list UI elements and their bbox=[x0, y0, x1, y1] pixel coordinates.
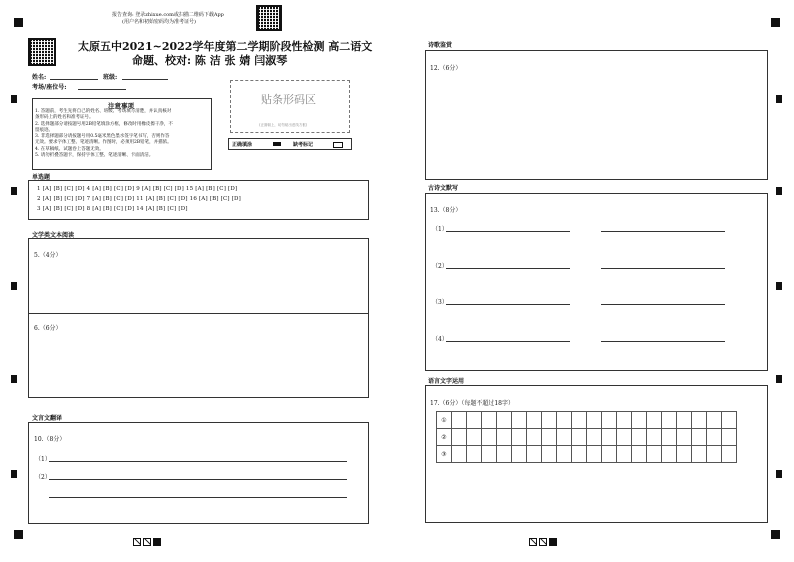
timing-mark bbox=[776, 95, 782, 103]
answer-line[interactable] bbox=[446, 341, 570, 342]
absent-mark-label: 缺考标记 bbox=[293, 142, 314, 148]
lit-section-title: 文学类文本阅读 bbox=[32, 232, 75, 239]
page-subtitle: 命题、校对: 陈 洁 张 婧 闫淑琴 bbox=[132, 54, 288, 67]
ancient-section-title: 古诗文默写 bbox=[428, 185, 459, 192]
q12-label: 12.（6分） bbox=[430, 65, 462, 72]
notice-box bbox=[32, 98, 212, 170]
mc-section-title: 单选题 bbox=[32, 174, 51, 181]
timing-mark bbox=[776, 470, 782, 478]
q13-item-label: （1） bbox=[432, 226, 448, 233]
q17-label: 17.（6分）（每题不超过18字） bbox=[430, 400, 514, 407]
slashed-box-icon bbox=[143, 538, 151, 546]
barcode-label: 贴条形码区 bbox=[261, 93, 316, 106]
row-number: ① bbox=[437, 412, 452, 429]
timing-mark bbox=[776, 282, 782, 290]
corner-mark bbox=[14, 530, 23, 539]
filled-box-icon bbox=[153, 538, 161, 546]
filled-box-icon bbox=[273, 142, 281, 146]
timing-mark bbox=[11, 375, 17, 383]
answer-line[interactable] bbox=[601, 268, 725, 269]
answer-line[interactable] bbox=[601, 341, 725, 342]
poetry-section-title: 诗歌鉴赏 bbox=[428, 42, 453, 49]
page-title: 太原五中2021~2022学年度第二学期阶段性检测 高二语文 bbox=[78, 40, 373, 53]
filled-box-icon bbox=[549, 538, 557, 546]
mc-box bbox=[28, 180, 369, 220]
timing-mark bbox=[11, 282, 17, 290]
q10-2-label: （2） bbox=[35, 474, 51, 481]
notice-text: 1. 答题前，考生先将自己的姓名、班级、考场填写清楚，并认真核对 条形码上的姓名和准考证号。 2. 选择题部分请按题号用2B铅笔填涂方框，修改时用橡皮擦干净，不 留痕迹。 3. 非选择题部分请按题号用0.5毫米黑色墨水签字笔书写，否则作答 无效。要求字体工整、笔迹清晰。作图时，必须用2B铅笔，并描浓。 4. 在草稿纸、试题卷上答题无效。 5. 请勿折叠答题卡，保持字体工整、笔迹清晰、卡面清洁。 bbox=[35, 109, 173, 159]
q10-1-label: （1） bbox=[35, 456, 51, 463]
slashed-box-icon bbox=[133, 538, 141, 546]
report-line1: 报告查询: 登录zhixue.com或扫描二维码下载App bbox=[112, 12, 224, 18]
answer-line[interactable] bbox=[49, 461, 347, 462]
mc-row[interactable]: 1 [A] [B] [C] [D] 4 [A] [B] [C] [D] 9 [A] [B] [C] [D] 15 [A] [B] [C] [D] bbox=[37, 186, 238, 192]
mc-row[interactable]: 2 [A] [B] [C] [D] 7 [A] [B] [C] [D] 11 [A] [B] [C] [D] 16 [A] [B] [C] [D] bbox=[37, 196, 242, 202]
row-number: ③ bbox=[437, 446, 452, 463]
notice-title: 注意事项 bbox=[108, 102, 134, 110]
timing-mark bbox=[11, 95, 17, 103]
bottom-marks bbox=[132, 531, 162, 550]
ancient-answer-box bbox=[425, 193, 768, 371]
q5-label: 5.（4分） bbox=[34, 252, 62, 259]
timing-mark bbox=[776, 375, 782, 383]
writing-grid[interactable] bbox=[436, 411, 737, 463]
answer-line[interactable] bbox=[446, 304, 570, 305]
answer-line[interactable] bbox=[601, 304, 725, 305]
row-number: ② bbox=[437, 429, 452, 446]
class-field[interactable] bbox=[122, 79, 168, 80]
timing-mark bbox=[11, 187, 17, 195]
classical-answer-box[interactable] bbox=[28, 422, 369, 524]
mc-row[interactable]: 3 [A] [B] [C] [D] 8 [A] [B] [C] [D] 14 [A] [B] [C] [D] bbox=[37, 206, 188, 212]
bottom-marks bbox=[528, 531, 558, 550]
corner-mark bbox=[771, 18, 780, 27]
answer-line[interactable] bbox=[446, 231, 570, 232]
name-field[interactable] bbox=[50, 79, 98, 80]
language-answer-box bbox=[425, 385, 768, 523]
q10-label: 10.（8分） bbox=[34, 436, 66, 443]
room-label: 考场/座位号: bbox=[32, 84, 67, 91]
room-field[interactable] bbox=[78, 89, 126, 90]
slashed-box-icon bbox=[539, 538, 547, 546]
q13-item-label: （3） bbox=[432, 299, 448, 306]
class-label: 班级: bbox=[103, 74, 118, 81]
answer-line[interactable] bbox=[601, 231, 725, 232]
q13-label: 13.（8分） bbox=[430, 207, 462, 214]
correct-fill-label: 正确填涂 bbox=[232, 142, 253, 148]
report-line2: (用户名和初始密码均为准考证号) bbox=[122, 19, 196, 25]
answer-line[interactable] bbox=[446, 268, 570, 269]
qr-code-icon bbox=[256, 5, 282, 31]
qr-code-icon bbox=[28, 38, 56, 66]
slashed-box-icon bbox=[529, 538, 537, 546]
fill-example bbox=[228, 138, 352, 150]
q6-label: 6.（6分） bbox=[34, 325, 62, 332]
answer-line[interactable] bbox=[49, 479, 347, 480]
barcode-area bbox=[230, 80, 350, 133]
empty-box-icon bbox=[333, 142, 343, 148]
timing-mark bbox=[11, 470, 17, 478]
barcode-note: (正面朝上，切勿贴出虚线方框) bbox=[259, 123, 308, 127]
language-section-title: 语言文字运用 bbox=[428, 378, 465, 385]
corner-mark bbox=[14, 18, 23, 27]
answer-line[interactable] bbox=[49, 497, 347, 498]
divider bbox=[29, 313, 368, 314]
q13-item-label: （4） bbox=[432, 336, 448, 343]
classical-section-title: 文言文翻译 bbox=[32, 415, 63, 422]
lit-answer-box[interactable] bbox=[28, 238, 369, 398]
timing-mark bbox=[776, 187, 782, 195]
poetry-answer-box[interactable] bbox=[425, 50, 768, 180]
q13-item-label: （2） bbox=[432, 263, 448, 270]
corner-mark bbox=[771, 530, 780, 539]
name-label: 姓名: bbox=[32, 74, 47, 81]
